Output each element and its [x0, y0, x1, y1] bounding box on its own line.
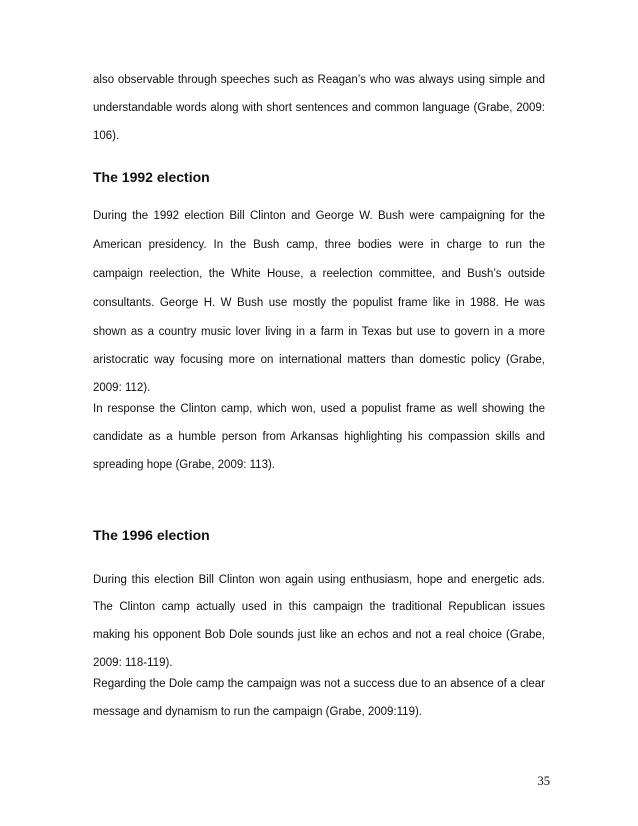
paragraph-line: shown as a country music lover living in a farm in Texas but use to govern in a more — [93, 326, 545, 338]
section-heading-1996: The 1996 election — [93, 527, 210, 543]
intro-line-3: 106). — [93, 130, 120, 142]
page-number: 35 — [537, 774, 550, 788]
paragraph-line: During the 1992 election Bill Clinton and George W. Bush were campaigning for the — [93, 210, 545, 222]
paragraph-line: candidate as a humble person from Arkansas highlighting his compassion skills and — [93, 431, 545, 443]
paragraph-line: making his opponent Bob Dole sounds just like an echos and not a real choice (Grabe, — [93, 629, 545, 641]
paragraph-line: aristocratic way focusing more on international matters than domestic policy (Grabe, — [93, 354, 545, 366]
paragraph-line: message and dynamism to run the campaign (Grabe, 2009:119). — [93, 706, 422, 718]
paragraph-line: 2009: 112). — [93, 382, 151, 394]
paragraph-line: The Clinton camp actually used in this campaign the traditional Republican issues — [93, 601, 545, 613]
paragraph-line: spreading hope (Grabe, 2009: 113). — [93, 459, 275, 471]
intro-line-2: understandable words along with short sentences and common language (Grabe, 2009: — [93, 102, 545, 114]
paragraph-line: 2009: 118-119). — [93, 657, 173, 669]
paragraph-line: campaign reelection, the White House, a reelection committee, and Bush’s outside — [93, 268, 545, 280]
paragraph-line: American presidency. In the Bush camp, three bodies were in charge to run the — [93, 239, 545, 251]
paragraph-line: During this election Bill Clinton won again using enthusiasm, hope and energetic ads. — [93, 574, 545, 586]
section-heading-1992: The 1992 election — [93, 169, 210, 185]
paragraph-line: Regarding the Dole camp the campaign was not a success due to an absence of a clear — [93, 678, 545, 690]
paragraph-line: In response the Clinton camp, which won, used a populist frame as well showing the — [93, 403, 545, 415]
intro-line-1: also observable through speeches such as Reagan’s who was always using simple and — [93, 74, 545, 86]
paragraph-line: consultants. George H. W Bush use mostly the populist frame like in 1988. He was — [93, 297, 545, 309]
